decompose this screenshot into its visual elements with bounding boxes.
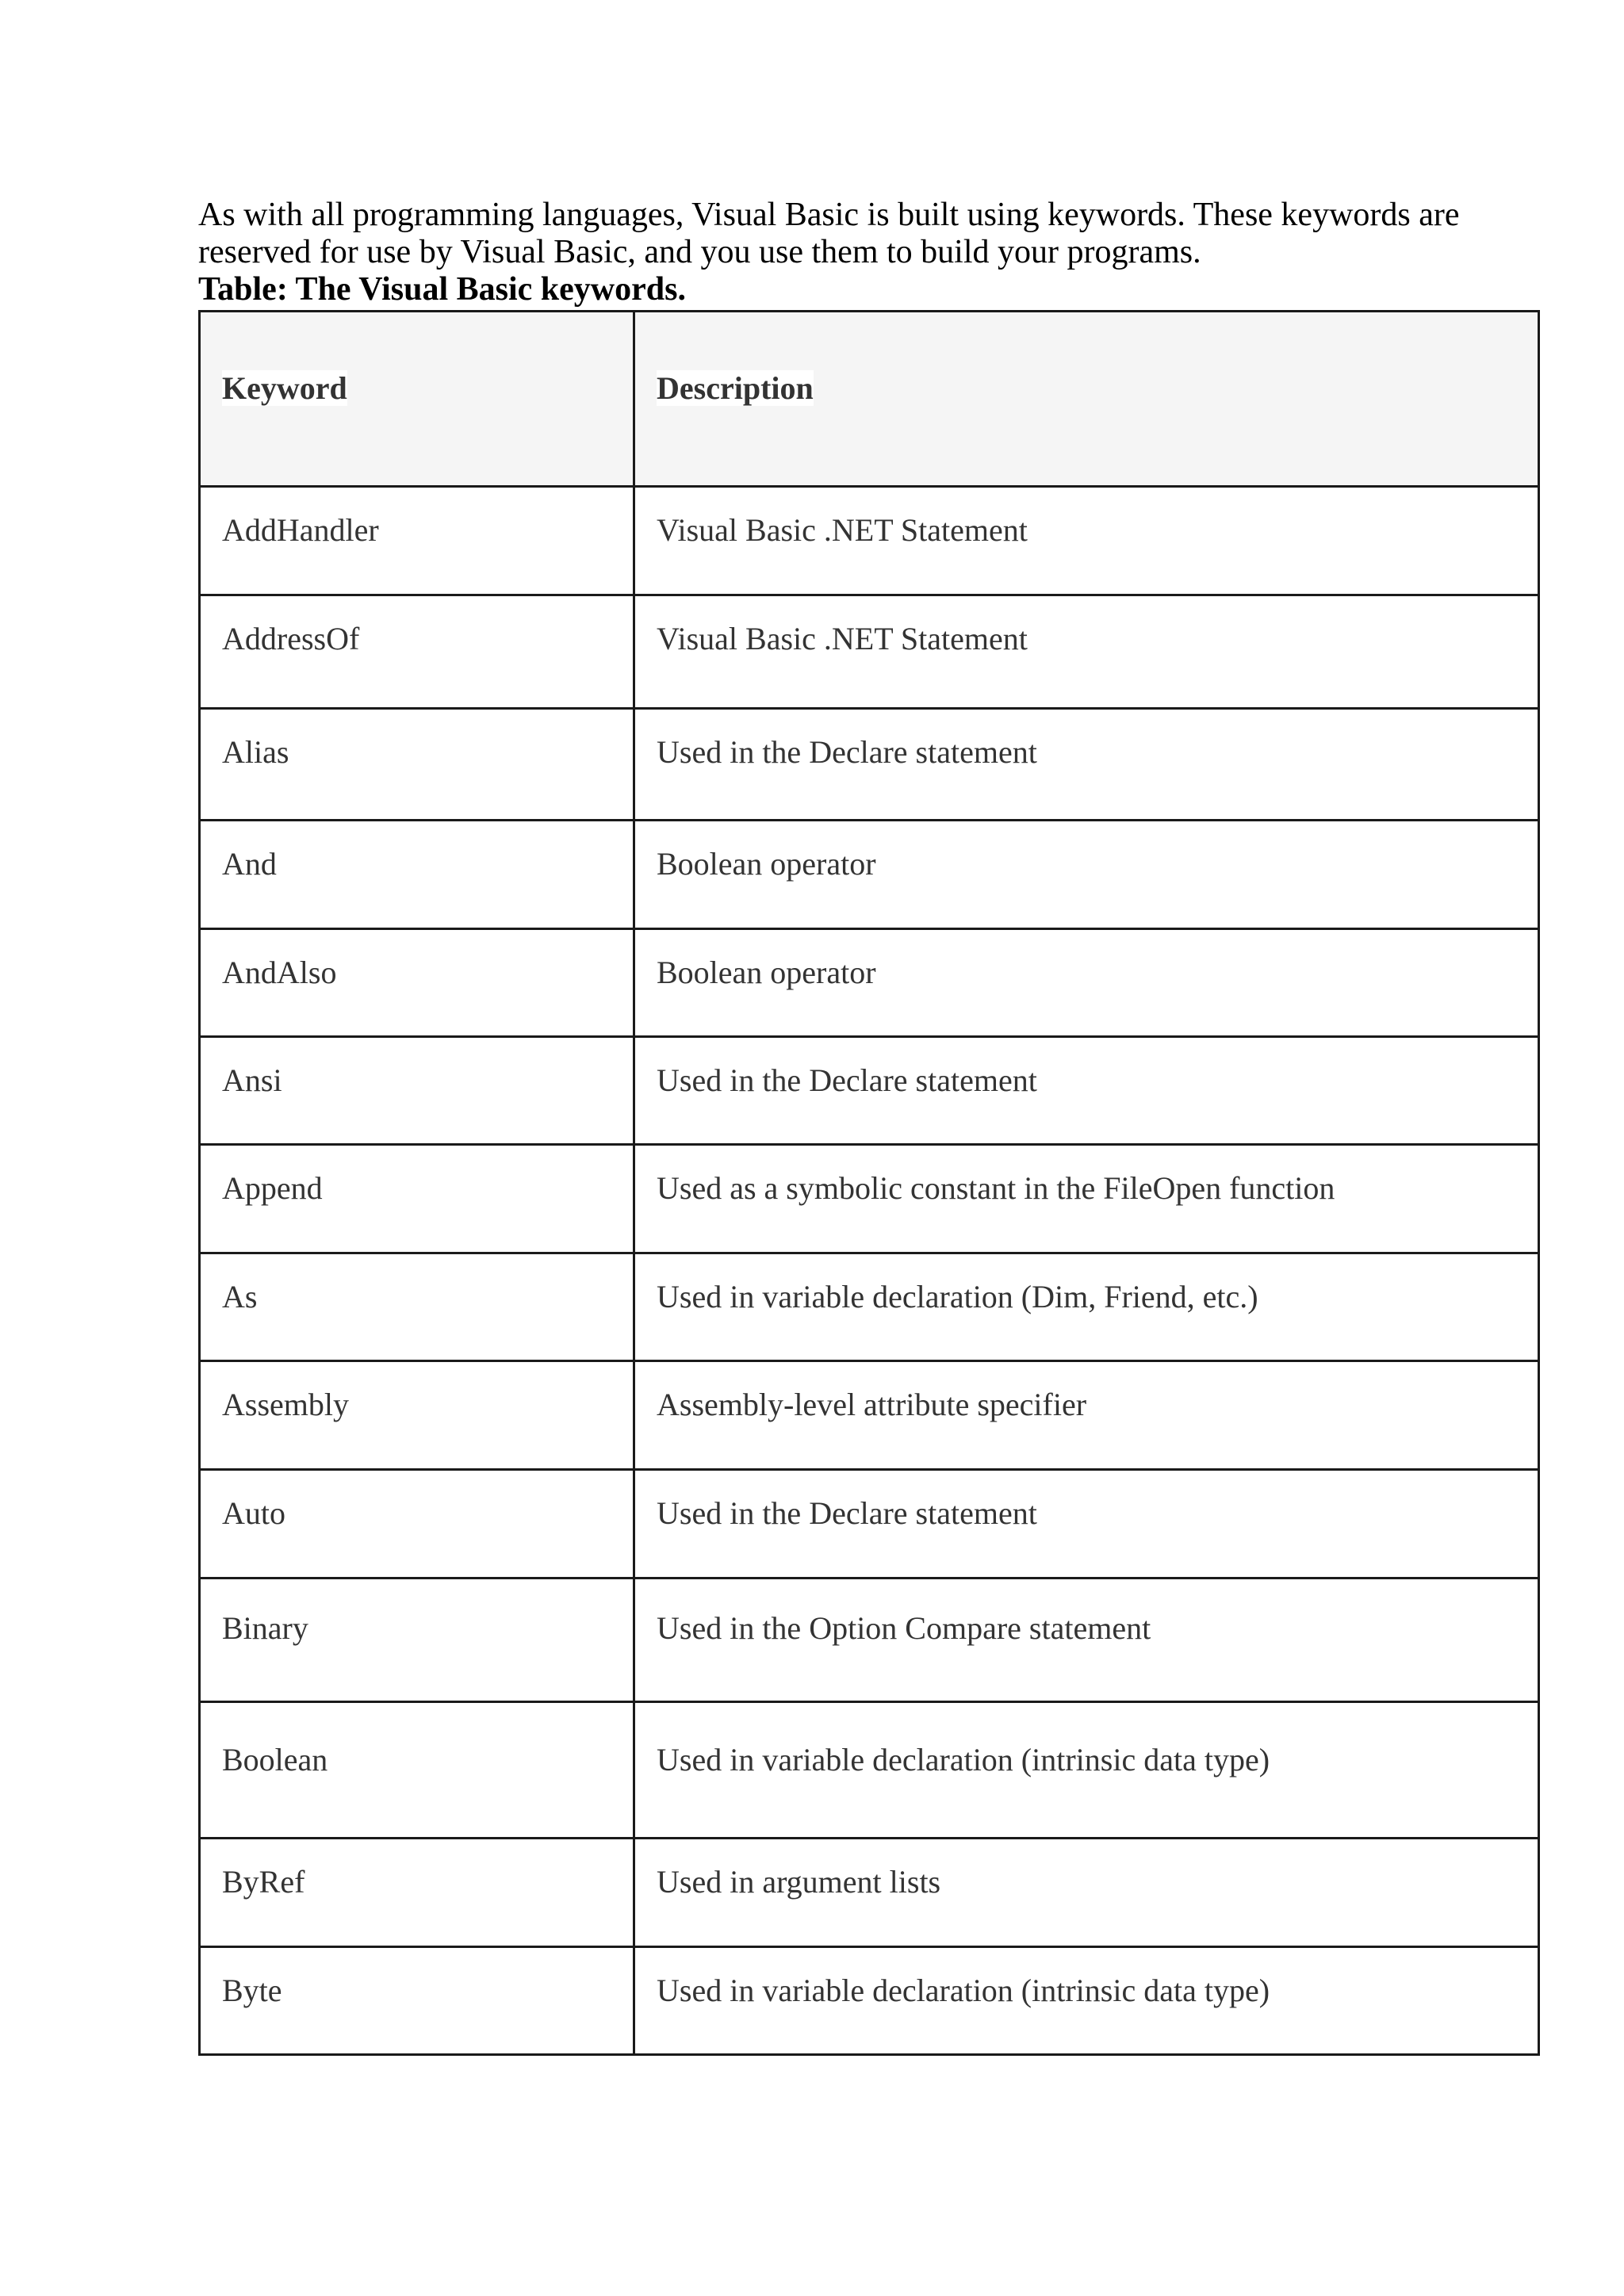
keyword-cell: Assembly: [200, 1361, 634, 1470]
table-row: [200, 1037, 1539, 1145]
description-cell: Used in the Option Compare statement: [634, 1578, 1539, 1702]
keyword-cell: ByRef: [200, 1839, 634, 1947]
header-description: Description: [634, 312, 1539, 487]
description-cell: Assembly-level attribute specifier: [634, 1361, 1539, 1470]
description-cell: Boolean operator: [634, 821, 1539, 929]
keyword-cell: Ansi: [200, 1037, 634, 1145]
table-row: [200, 1578, 1539, 1702]
keyword-cell: As: [200, 1253, 634, 1361]
description-cell: Used in the Declare statement: [634, 1037, 1539, 1145]
keyword-cell: Alias: [200, 709, 634, 821]
table-row: [200, 1702, 1539, 1839]
header-keyword: Keyword: [200, 312, 634, 487]
keyword-cell: AddHandler: [200, 487, 634, 595]
table-caption: Table: The Visual Basic keywords.: [198, 271, 686, 308]
table-row: [200, 709, 1539, 821]
description-cell: Used in the Declare statement: [634, 709, 1539, 821]
description-cell: Used in variable declaration (intrinsic data type): [634, 1702, 1539, 1839]
description-cell: Boolean operator: [634, 929, 1539, 1037]
keyword-cell: Auto: [200, 1470, 634, 1578]
table-row: [200, 487, 1539, 595]
description-cell: Used as a symbolic constant in the FileOpen function: [634, 1145, 1539, 1253]
table-row: [200, 929, 1539, 1037]
keyword-cell: Binary: [200, 1578, 634, 1702]
keyword-cell: Byte: [200, 1947, 634, 2055]
table-row: [200, 595, 1539, 709]
keywords-table: [198, 310, 1540, 2056]
description-cell: Used in variable declaration (intrinsic data type): [634, 1947, 1539, 2055]
keyword-cell: AndAlso: [200, 929, 634, 1037]
table-header-row: [200, 312, 1539, 487]
description-cell: Visual Basic .NET Statement: [634, 487, 1539, 595]
table-row: [200, 1947, 1539, 2055]
keyword-cell: Boolean: [200, 1702, 634, 1839]
table-row: [200, 1361, 1539, 1470]
keyword-cell: Append: [200, 1145, 634, 1253]
intro-paragraph: As with all programming languages, Visual Basic is built using keywords. These keywords are reserved for use by Visual Basic, and you use them to build your programs.: [198, 197, 1460, 270]
table-row: [200, 821, 1539, 929]
keyword-cell: And: [200, 821, 634, 929]
table-row: [200, 1839, 1539, 1947]
description-cell: Used in the Declare statement: [634, 1470, 1539, 1578]
description-cell: Used in variable declaration (Dim, Friend, etc.): [634, 1253, 1539, 1361]
table-row: [200, 1253, 1539, 1361]
description-cell: Visual Basic .NET Statement: [634, 595, 1539, 709]
keyword-cell: AddressOf: [200, 595, 634, 709]
description-cell: Used in argument lists: [634, 1839, 1539, 1947]
table-row: [200, 1145, 1539, 1253]
table-row: [200, 1470, 1539, 1578]
